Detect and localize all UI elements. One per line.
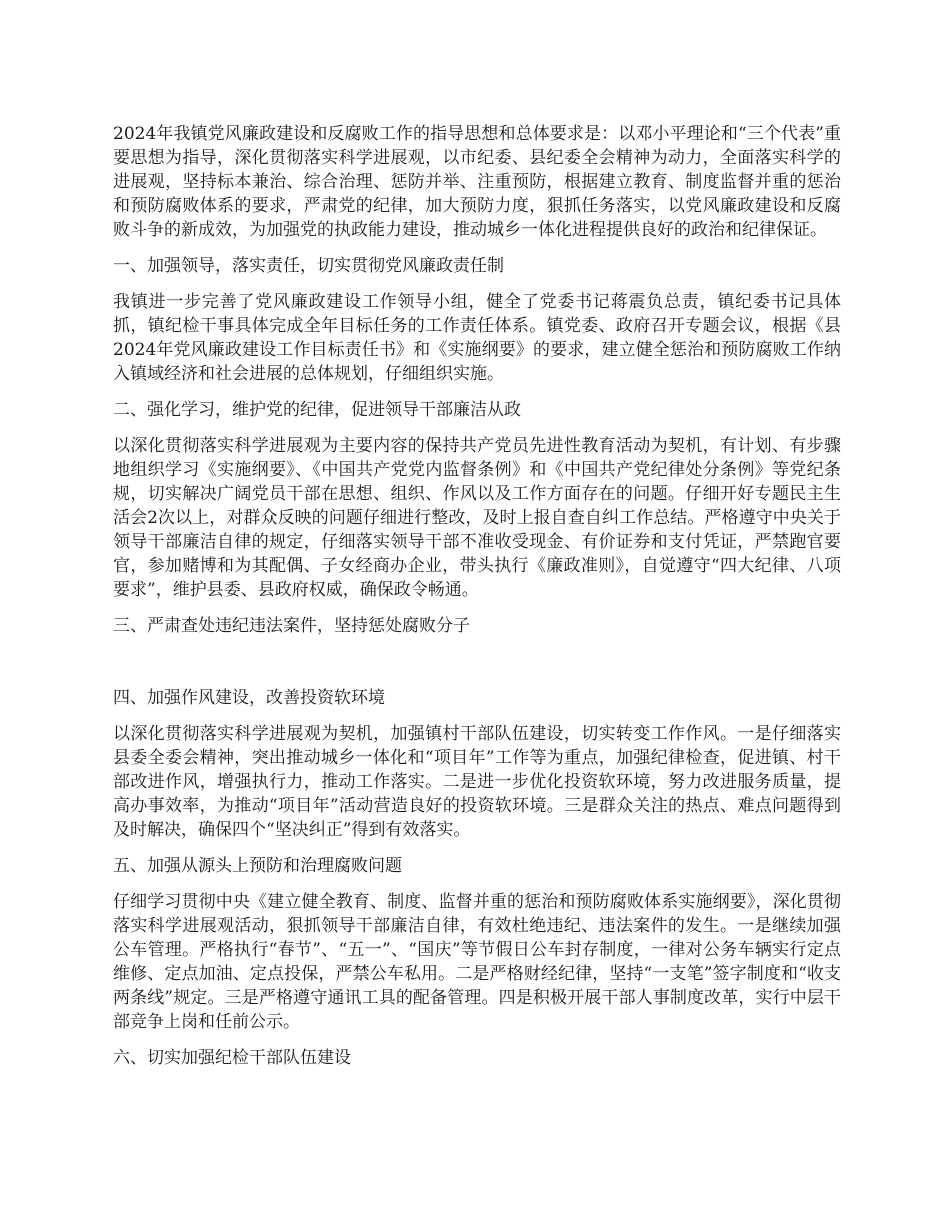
section-6-heading: 六、切实加强纪检干部队伍建设 xyxy=(113,1048,351,1068)
section-1-body: 我镇进一步完善了党风廉政建设工作领导小组，健全了党委书记蒋震负总责，镇纪委书记具体抓，镇纪检干事具体完成全年目标任务的工作责任体系。镇党委、政府召开专题会议，根据《县2024年党风廉政建设工作目标责任书》和《实施纲要》的要求，建立健全惩治和预防腐败工作纳入镇域经济和社会进展的总体规划，仔细组织实施。 xyxy=(113,292,841,384)
section-3-heading: 三、严肃查处违纪违法案件，坚持惩处腐败分子 xyxy=(113,616,470,636)
document-page xyxy=(113,122,841,1070)
intro-paragraph: 2024年我镇党风廉政建设和反腐败工作的指导思想和总体要求是：以邓小平理论和“三个代表”重要思想为指导，深化贯彻落实科学进展观，以市纪委、县纪委全会精神为动力，全面落实科学的进展观，坚持标本兼治、综合治理、惩防并举、注重预防，根据建立教育、制度监督并重的惩治和预防腐败体系的要求，严肃党的纪律，加大预防力度，狠抓任务落实，以党风廉政建设和反腐败斗争的新成效，为加强党的执政能力建设，推动城乡一体化进程提供良好的政治和纪律保证。 xyxy=(113,124,841,240)
section-2-heading: 二、强化学习，维护党的纪律，促进领导干部廉洁从政 xyxy=(113,400,521,420)
section-1-heading: 一、加强领导，落实责任，切实贯彻党风廉政责任制 xyxy=(113,256,504,276)
section-5-heading: 五、加强从源头上预防和治理腐败问题 xyxy=(113,856,402,876)
section-4-body: 以深化贯彻落实科学进展观为契机，加强镇村干部队伍建设，切实转变工作作风。一是仔细落实县委全委会精神，突出推动城乡一体化和“项目年”工作等为重点，加强纪律检查，促进镇、村干部改进作风，增强执行力，推动工作落实。二是进一步优化投资软环境，努力改进服务质量，提高办事效率，为推动“项目年”活动营造良好的投资软环境。三是群众关注的热点、难点问题得到及时解决，确保四个“坚决纠正”得到有效落实。 xyxy=(113,724,841,840)
section-5-body: 仔细学习贯彻中央《建立健全教育、制度、监督并重的惩治和预防腐败体系实施纲要》，深化贯彻落实科学进展观活动，狠抓领导干部廉洁自律，有效杜绝违纪、违法案件的发生。一是继续加强公车管理。严格执行“春节”、“五一”、“国庆”等节假日公车封存制度，一律对公务车辆实行定点维修、定点加油、定点投保，严禁公车私用。二是严格财经纪律，坚持“一支笔”签字制度和“收支两条线”规定。三是严格遵守通讯工具的配备管理。四是积极开展干部人事制度改革，实行中层干部竞争上岗和任前公示。 xyxy=(113,892,841,1032)
section-4-heading: 四、加强作风建设，改善投资软环境 xyxy=(113,688,385,708)
section-2-body: 以深化贯彻落实科学进展观为主要内容的保持共产党员先进性教育活动为契机，有计划、有步骤地组织学习《实施纲要》、《中国共产党党内监督条例》和《中国共产党纪律处分条例》等党纪条规，切实解决广阔党员干部在思想、组织、作风以及工作方面存在的问题。仔细开好专题民主生活会2次以上，对群众反映的问题仔细进行整改，及时上报自查自纠工作总结。严格遵守中央关于领导干部廉洁自律的规定，仔细落实领导干部不准收受现金、有价证券和支付凭证，严禁跑官要官，参加赌博和为其配偶、子女经商办企业，带头执行《廉政准则》，自觉遵守“四大纪律、八项要求”，维护县委、县政府权威，确保政令畅通。 xyxy=(113,436,841,600)
